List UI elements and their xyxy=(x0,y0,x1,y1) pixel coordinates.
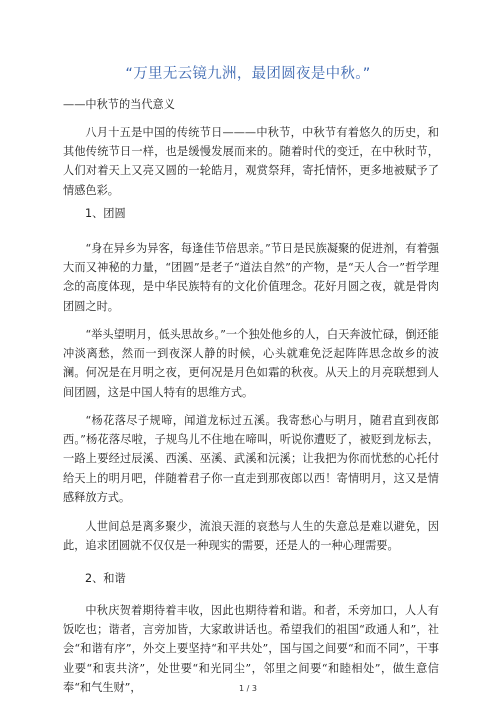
document-subtitle: ——中秋节的当代意义 xyxy=(63,98,175,111)
harmony-paragraph-1: 中秋庆贺着期待着丰收，因此也期待着和谐。和者，禾旁加口，人人有饭吃也；谐者，言旁加皆，大家敢讲话也。希望我们的祖国“政通人和”，社会“和谐有序”，外交上要坚持“和平共处”，国与国之间要“和而不同”，干事业要“和衷共济”，处世要“和光同尘”，邻里之间要“和睦相处”，做生意信奉“和气生财”， xyxy=(63,604,439,694)
reunion-paragraph-3: “杨花落尽子规啼，闻道龙标过五溪。我寄愁心与明月，随君直到夜郎西。”杨花落尽啦，子规鸟儿不住地在啼叫，听说你遭贬了，被贬到龙标去，一路上要经过辰溪、西溪、巫溪、武溪和沅溪；让我把为你而忧愁的心托付给天上的明月吧，伴随着君子你一直走到那夜郎以西！寄情明月，这又是情感释放方式。 xyxy=(63,414,439,504)
intro-paragraph: 八月十五是中国的传统节日———中秋节，中秋节有着悠久的历史，和其他传统节日一样，也是缓慢发展而来的。随着时代的变迁，在中秋时节，人们对着天上又亮又圆的一轮皓月，观赏祭拜，寄托情怀，更多地被赋予了情感色彩。 xyxy=(63,126,439,197)
page-number: 1 / 3 xyxy=(239,684,257,693)
reunion-paragraph-4: 人世间总是离多聚少，流浪天涯的哀愁与人生的失意总是难以避免，因此，追求团圆就不仅仅是一种现实的需要，还是人的一种心理需要。 xyxy=(63,520,439,553)
reunion-paragraph-1: “身在异乡为异客，每逢佳节倍思亲。”节日是民族凝聚的促进剂，有着强大而又神秘的力量，“团圆”是老子“道法自然”的产物，是“天人合一”哲学理念的高度体现，是中华民族特有的文化价值理念。花好月圆之夜，就是骨肉团圆之时。 xyxy=(63,242,439,313)
section-heading-harmony: 2、和谐 xyxy=(85,572,126,585)
section-heading-reunion: 1、团圆 xyxy=(85,207,126,220)
reunion-paragraph-2: “举头望明月，低头思故乡。”一个独处他乡的人，白天奔波忙碌，倒还能冲淡离愁，然而一到夜深人静的时候，心头就难免泛起阵阵思念故乡的波澜。何况是在月明之夜，更何况是月色如霜的秋夜。从天上的月亮联想到人间团圆，这是中国人特有的思维方式。 xyxy=(63,328,439,399)
document-title: “万里无云镜九洲，最团圆夜是中秋。” xyxy=(125,66,371,82)
